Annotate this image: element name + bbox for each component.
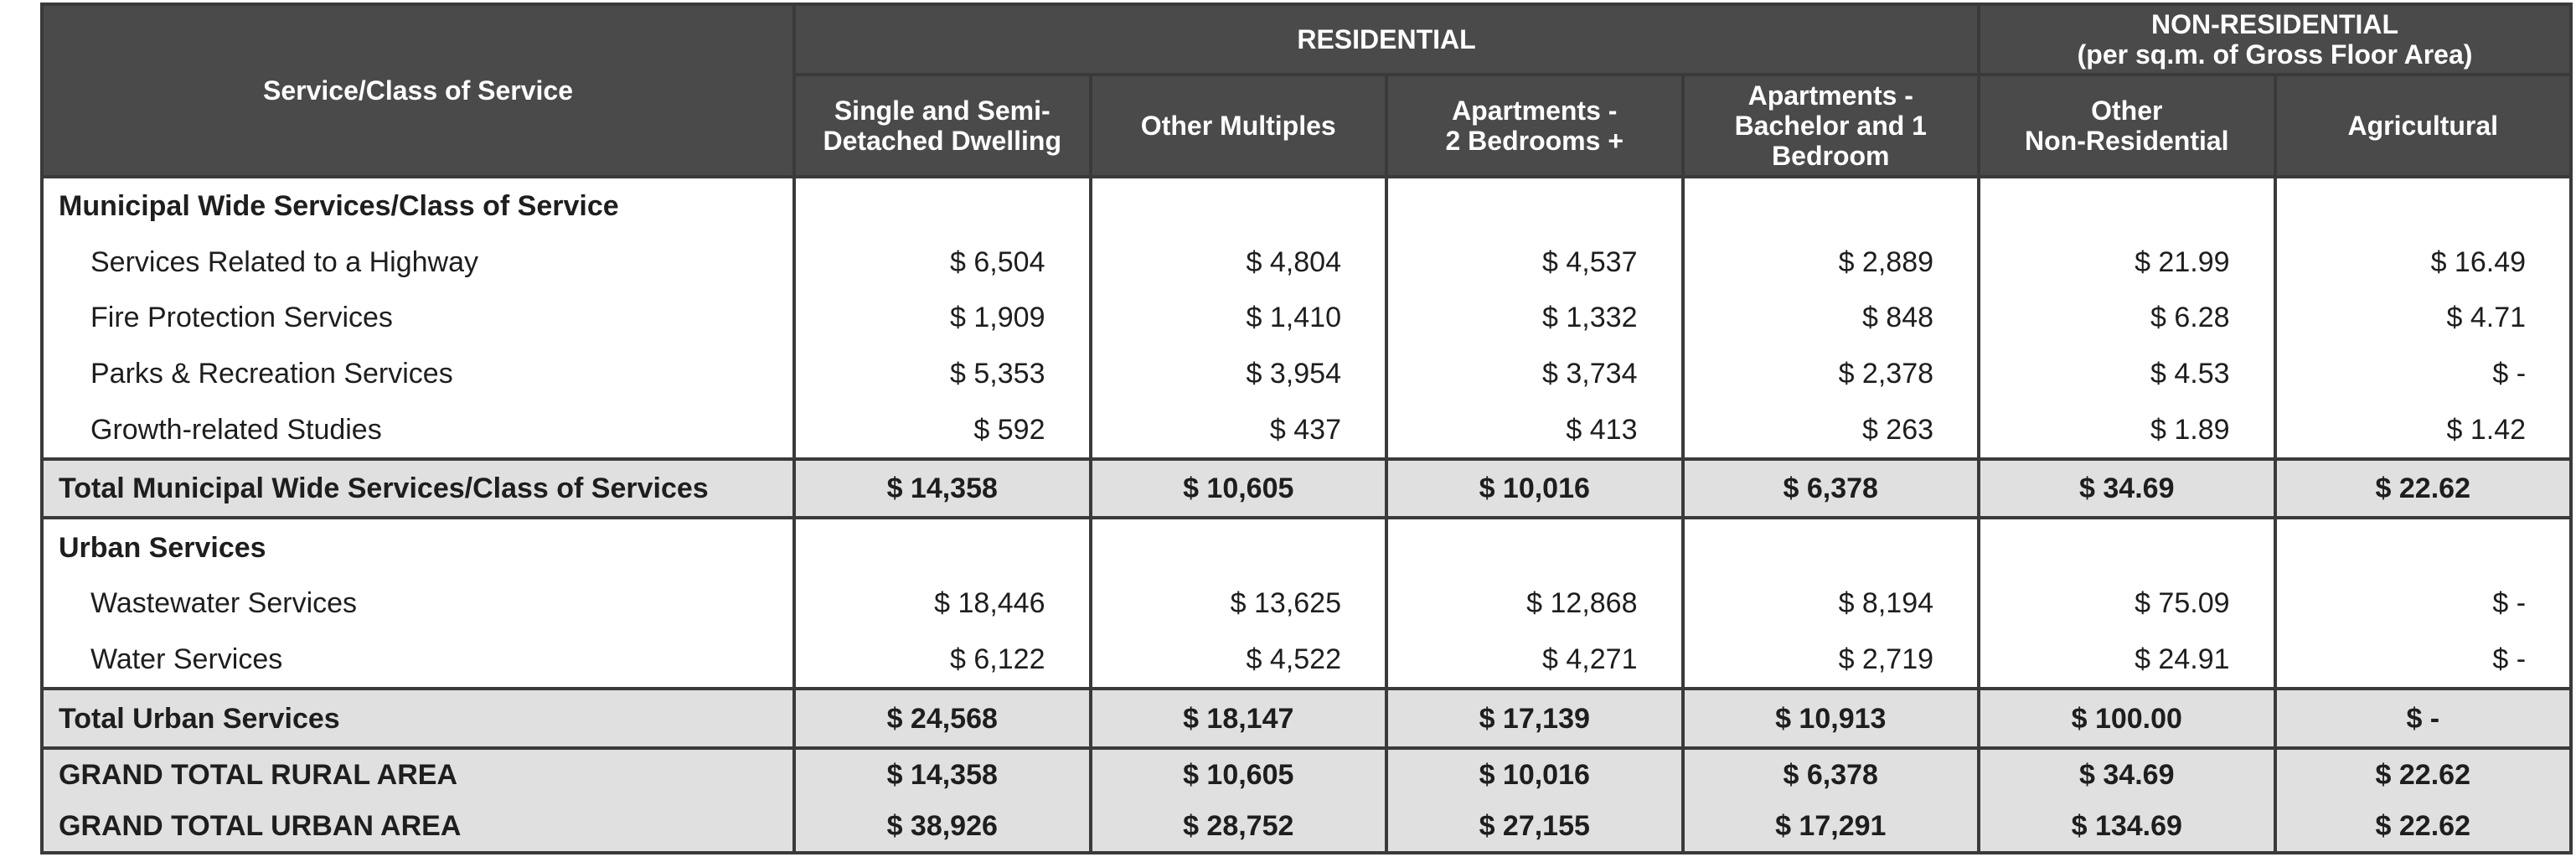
grand-total-cell: $ 22.62 (2275, 800, 2572, 853)
column-header-other-multiples (1091, 75, 1387, 177)
total-cell: $ 14,358 (794, 459, 1091, 519)
empty-cell (2275, 177, 2572, 235)
header-line: Detached Dwelling (823, 126, 1061, 156)
total-row-urban (42, 689, 2571, 748)
empty-cell (794, 177, 1091, 235)
empty-cell (1683, 518, 1980, 576)
total-cell: $ 10,913 (1683, 689, 1980, 748)
column-header-apartments-bachelor (1683, 75, 1980, 177)
total-cell: $ 10,605 (1091, 459, 1387, 519)
row-label: Wastewater Services (42, 576, 794, 632)
grand-total-cell: $ 28,752 (1091, 800, 1387, 853)
value-cell: $ 1.42 (2275, 401, 2572, 459)
table-row (42, 290, 2571, 346)
value-cell: $ 13,625 (1091, 576, 1387, 632)
table-row (42, 576, 2571, 632)
value-cell: $ 1,410 (1091, 290, 1387, 346)
total-label: Total Municipal Wide Services/Class of Services (42, 459, 794, 519)
value-cell: $ 4.71 (2275, 290, 2572, 346)
development-charges-table-wrapper (40, 3, 2569, 854)
empty-cell (1386, 177, 1683, 235)
total-cell: $ 17,139 (1386, 689, 1683, 748)
non-residential-subtitle: (per sq.m. of Gross Floor Area) (2077, 39, 2473, 70)
row-label: Water Services (42, 632, 794, 689)
section-title: Municipal Wide Services/Class of Service (42, 177, 794, 235)
value-cell: $ 4,271 (1386, 632, 1683, 689)
value-cell: $ 4,804 (1091, 235, 1387, 291)
grand-total-cell: $ 6,378 (1683, 748, 1980, 801)
value-cell: $ 21.99 (1979, 235, 2275, 291)
header-line: Other (2091, 96, 2163, 126)
section-title: Urban Services (42, 518, 794, 576)
empty-cell (1091, 177, 1387, 235)
value-cell: $ 75.09 (1979, 576, 2275, 632)
value-cell: $ 1,909 (794, 290, 1091, 346)
value-cell: $ 2,378 (1683, 346, 1980, 402)
row-label: Parks & Recreation Services (42, 346, 794, 402)
value-cell: $ 4,522 (1091, 632, 1387, 689)
row-label: Services Related to a Highway (42, 235, 794, 291)
total-cell: $ 24,568 (794, 689, 1091, 748)
grand-total-cell: $ 27,155 (1386, 800, 1683, 853)
total-cell: $ 34.69 (1979, 459, 2275, 519)
header-line: Apartments - (1747, 80, 1913, 111)
value-cell: $ 12,868 (1386, 576, 1683, 632)
empty-cell (1979, 518, 2275, 576)
header-line: Apartments - (1452, 96, 1618, 126)
value-cell: $ 6.28 (1979, 290, 2275, 346)
table-row (42, 401, 2571, 459)
value-cell: $ 1.89 (1979, 401, 2275, 459)
grand-total-cell: $ 10,605 (1091, 748, 1387, 801)
grand-total-cell: $ 34.69 (1979, 748, 2275, 801)
value-cell: $ - (2275, 576, 2572, 632)
total-row-municipal (42, 459, 2571, 519)
total-cell: $ 18,147 (1091, 689, 1387, 748)
grand-total-cell: $ 38,926 (794, 800, 1091, 853)
service-column-header: Service/Class of Service (42, 4, 794, 177)
empty-cell (1091, 518, 1387, 576)
grand-total-cell: $ 134.69 (1979, 800, 2275, 853)
value-cell: $ 16.49 (2275, 235, 2572, 291)
header-line: Other Multiples (1140, 111, 1336, 141)
value-cell: $ 6,504 (794, 235, 1091, 291)
value-cell: $ 437 (1091, 401, 1387, 459)
total-label: Total Urban Services (42, 689, 794, 748)
grand-total-cell: $ 10,016 (1386, 748, 1683, 801)
header-line: Bedroom (1772, 141, 1890, 171)
value-cell: $ 4,537 (1386, 235, 1683, 291)
value-cell: $ 413 (1386, 401, 1683, 459)
value-cell: $ 8,194 (1683, 576, 1980, 632)
header-line: 2 Bedrooms + (1445, 126, 1624, 156)
non-residential-title: NON-RESIDENTIAL (2150, 9, 2399, 39)
non-residential-group-header (1979, 4, 2571, 75)
total-cell: $ 22.62 (2275, 459, 2572, 519)
value-cell: $ - (2275, 632, 2572, 689)
table-row (42, 346, 2571, 402)
value-cell: $ 2,719 (1683, 632, 1980, 689)
value-cell: $ 18,446 (794, 576, 1091, 632)
section-row-urban (42, 518, 2571, 576)
value-cell: $ 3,734 (1386, 346, 1683, 402)
value-cell: $ 24.91 (1979, 632, 2275, 689)
empty-cell (1386, 518, 1683, 576)
value-cell: $ 3,954 (1091, 346, 1387, 402)
column-header-other-non-residential (1979, 75, 2275, 177)
grand-total-cell: $ 17,291 (1683, 800, 1980, 853)
total-cell: $ 6,378 (1683, 459, 1980, 519)
section-row-municipal (42, 177, 2571, 235)
row-label: Growth-related Studies (42, 401, 794, 459)
value-cell: $ 263 (1683, 401, 1980, 459)
value-cell: $ 2,889 (1683, 235, 1980, 291)
total-cell: $ - (2275, 689, 2572, 748)
grand-total-label: GRAND TOTAL RURAL AREA (42, 748, 794, 801)
empty-cell (2275, 518, 2572, 576)
table-row (42, 632, 2571, 689)
value-cell: $ 4.53 (1979, 346, 2275, 402)
row-label: Fire Protection Services (42, 290, 794, 346)
grand-total-cell: $ 14,358 (794, 748, 1091, 801)
value-cell: $ 848 (1683, 290, 1980, 346)
value-cell: $ 5,353 (794, 346, 1091, 402)
header-line: Non-Residential (2024, 126, 2229, 156)
value-cell: $ - (2275, 346, 2572, 402)
grand-total-row-urban (42, 800, 2571, 853)
grand-total-row-rural (42, 748, 2571, 801)
header-line: Bachelor and 1 (1734, 111, 1927, 141)
column-header-single-semi (794, 75, 1091, 177)
residential-group-header: RESIDENTIAL (794, 4, 1979, 75)
table-row (42, 235, 2571, 291)
empty-cell (794, 518, 1091, 576)
total-cell: $ 10,016 (1386, 459, 1683, 519)
development-charges-table (40, 3, 2573, 854)
header-line: Agricultural (2347, 111, 2499, 141)
column-header-agricultural (2275, 75, 2572, 177)
value-cell: $ 6,122 (794, 632, 1091, 689)
empty-cell (1979, 177, 2275, 235)
grand-total-label: GRAND TOTAL URBAN AREA (42, 800, 794, 853)
empty-cell (1683, 177, 1980, 235)
total-cell: $ 100.00 (1979, 689, 2275, 748)
value-cell: $ 1,332 (1386, 290, 1683, 346)
grand-total-cell: $ 22.62 (2275, 748, 2572, 801)
header-line: Single and Semi- (834, 96, 1051, 126)
column-header-apartments-2br (1386, 75, 1683, 177)
value-cell: $ 592 (794, 401, 1091, 459)
